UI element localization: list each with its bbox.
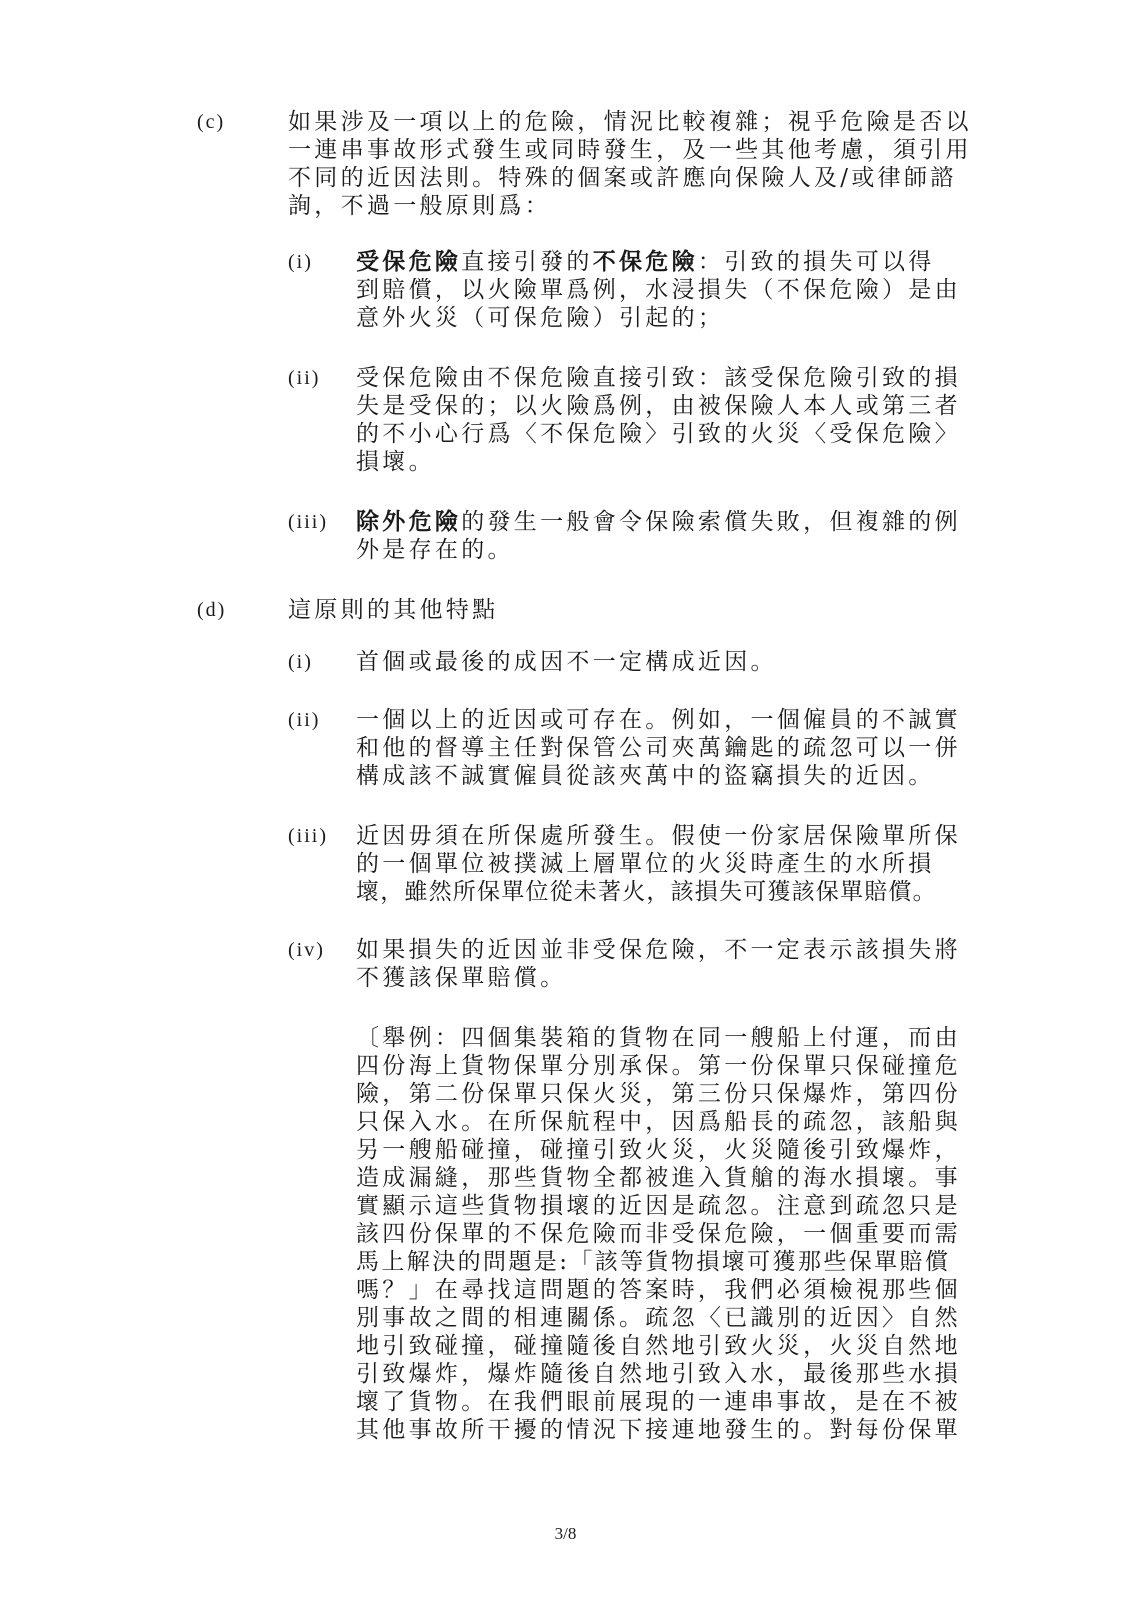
example-line: 馬上解決的問題是:「該等貨物損壞可獲那些保單賠償 xyxy=(356,1249,951,1275)
section-d-heading: 這原則的其他特點 xyxy=(288,597,499,623)
example-line: 壞了貨物。在我們眼前展現的一連串事故，是在不被 xyxy=(356,1389,961,1415)
item-d-iii-line: 壞，雖然所保單位從未著火，該損失可獲該保單賠償。 xyxy=(356,879,937,905)
section-c-label: (c) xyxy=(197,111,226,133)
section-c-line: 詢，不過一般原則爲： xyxy=(288,193,551,219)
item-d-i-label: (i) xyxy=(288,651,313,673)
item-d-ii-line: 一個以上的近因或可存在。例如，一個僱員的不誠實 xyxy=(356,707,961,733)
item-c-i-line: 意外火災（可保危險）引起的； xyxy=(356,305,725,331)
item-c-ii-line: 失是受保的；以火險爲例，由被保險人本人或第三者 xyxy=(356,393,961,419)
item-c-ii-label: (ii) xyxy=(288,367,321,389)
section-d-label: (d) xyxy=(197,599,227,621)
item-d-iv-line: 不獲該保單賠償。 xyxy=(356,965,567,991)
page-number: 3/8 xyxy=(554,1524,577,1543)
term-insured-peril: 受保危險 xyxy=(356,248,462,275)
item-c-iii-label: (iii) xyxy=(288,511,328,533)
item-c-i-line: 到賠償，以火險單爲例，水浸損失（不保危險）是由 xyxy=(356,277,961,303)
example-line: 該四份保單的不保危險而非受保危險，一個重要而需 xyxy=(356,1221,961,1247)
item-text: 的發生一般會令保險索償失敗，但複雜的例 xyxy=(461,509,961,535)
item-d-ii-label: (ii) xyxy=(288,709,321,731)
example-line: 險，第二份保單只保火災，第三份只保爆炸，第四份 xyxy=(356,1081,961,1107)
item-text: ：引致的損失可以得 xyxy=(697,249,935,275)
example-line: 四份海上貨物保單分別承保。第一份保單只保碰撞危 xyxy=(356,1053,961,1079)
item-d-iii-line: 近因毋須在所保處所發生。假使一份家居保險單所保 xyxy=(356,823,961,849)
term-excepted-peril: 除外危險 xyxy=(356,508,462,535)
item-d-iii-line: 的一個單位被撲滅上層單位的火災時產生的水所損 xyxy=(356,851,935,877)
item-d-i-line: 首個或最後的成因不一定構成近因。 xyxy=(356,649,777,675)
example-line: 造成漏縫，那些貨物全都被進入貨艙的海水損壞。事 xyxy=(356,1165,961,1191)
example-line: 實顯示這些貨物損壞的近因是疏忽。注意到疏忽只是 xyxy=(356,1193,961,1219)
item-d-ii-line: 構成該不誠實僱員從該夾萬中的盜竊損失的近因。 xyxy=(356,763,935,789)
item-c-i-label: (i) xyxy=(288,251,313,273)
section-c-line: 一連串事故形式發生或同時發生，及一些其他考慮，須引用 xyxy=(288,137,972,163)
example-line: 嗎？」在尋找這問題的答案時，我們必須檢視那些個 xyxy=(356,1277,961,1303)
item-c-iii-line: 外是存在的。 xyxy=(356,537,514,563)
example-line: 另一艘船碰撞，碰撞引致火災，火災隨後引致爆炸， xyxy=(356,1137,961,1163)
section-c-line: 如果涉及一項以上的危險，情況比較複雜；視乎危險是否以 xyxy=(288,109,972,135)
item-c-ii-line: 受保危險由不保危險直接引致：該受保危險引致的損 xyxy=(356,365,961,391)
term-uninsured-peril: 不保危險 xyxy=(592,248,698,275)
example-line: 地引致碰撞，碰撞隨後自然地引致火災，火災自然地 xyxy=(356,1333,961,1359)
example-line: 其他事故所干擾的情況下接連地發生的。對每份保單 xyxy=(356,1417,961,1443)
item-c-ii-line: 損壞。 xyxy=(356,449,435,475)
item-c-i-line xyxy=(356,248,935,276)
example-line: 只保入水。在所保航程中，因爲船長的疏忽，該船與 xyxy=(356,1109,961,1135)
item-d-iii-label: (iii) xyxy=(288,825,328,847)
item-d-iv-line: 如果損失的近因並非受保危險，不一定表示該損失將 xyxy=(356,937,961,963)
item-d-iv-label: (iv) xyxy=(288,939,325,961)
item-c-ii-line: 的不小心行爲〈不保危險〉引致的火災〈受保危險〉 xyxy=(356,421,961,447)
section-c-line: 不同的近因法則。特殊的個案或許應向保險人及/或律師諮 xyxy=(288,165,957,191)
item-d-ii-line: 和他的督導主任對保管公司夾萬鑰匙的疏忽可以一併 xyxy=(356,735,961,761)
example-line: 別事故之間的相連關係。疏忽〈已識別的近因〉自然 xyxy=(356,1305,961,1331)
example-line: 〔舉例：四個集裝箱的貨物在同一艘船上付運，而由 xyxy=(356,1025,961,1051)
item-text: 直接引發的 xyxy=(461,249,593,275)
example-line: 引致爆炸，爆炸隨後自然地引致入水，最後那些水損 xyxy=(356,1361,961,1387)
item-c-iii-line xyxy=(356,508,961,536)
